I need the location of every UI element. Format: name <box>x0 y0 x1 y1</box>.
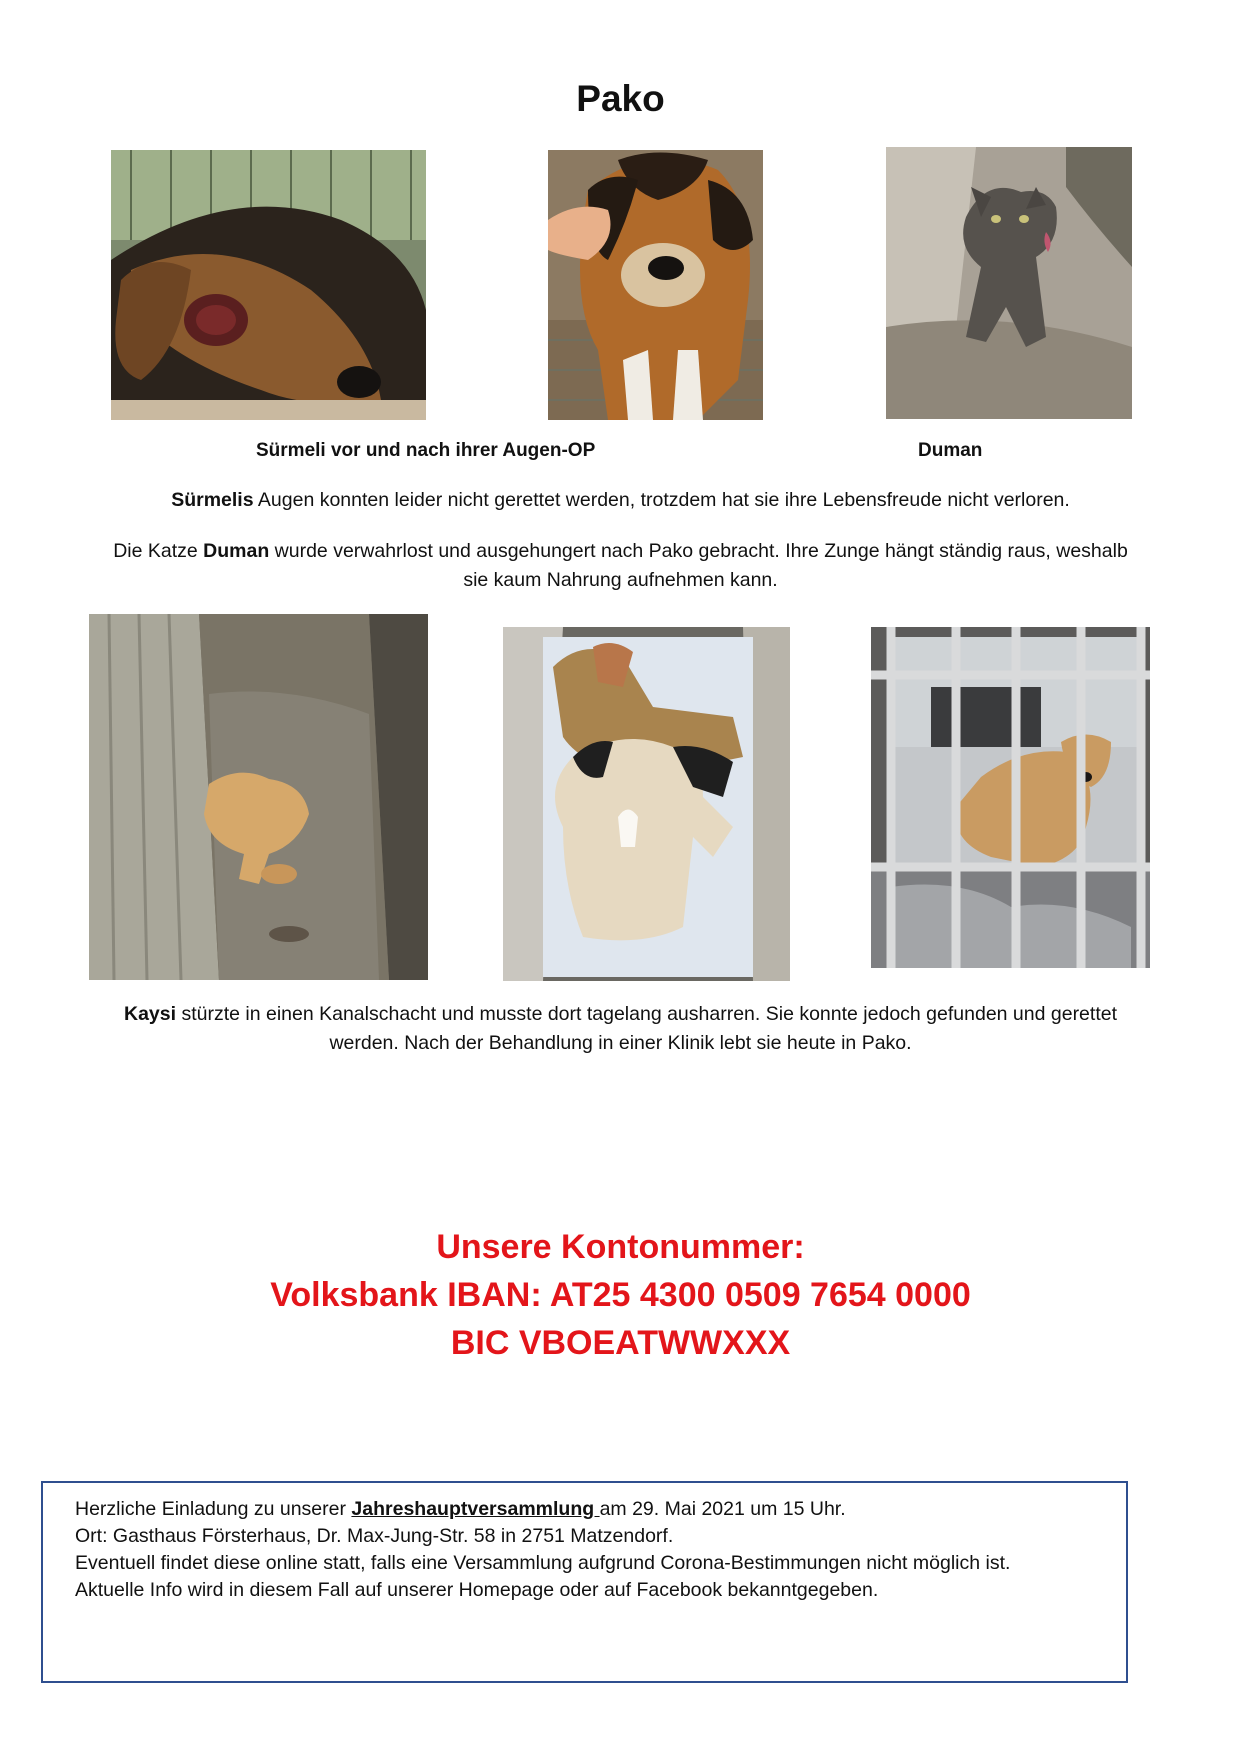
invitation-line-3: Eventuell findet diese online statt, falls eine Versammlung aufgrund Corona-Bestimmungen nicht möglich ist. <box>75 1552 1011 1574</box>
meeting-name: Jahreshauptversammlung <box>351 1498 600 1520</box>
grey-cat-photo <box>886 147 1132 419</box>
paragraph-duman-pre: Die Katze <box>113 540 204 562</box>
caption-surmeli: Sürmeli vor und nach ihrer Augen-OP <box>256 440 596 461</box>
paragraph-kaysi-rest: stürzte in einen Kanalschacht und musste dort tagelang ausharren. Sie konnte jedoch gefunden und gerettet <box>176 1003 1118 1025</box>
name-kaysi: Kaysi <box>123 1003 177 1025</box>
paragraph-duman-rest: wurde verwahrlost und ausgehungert nach Pako gebracht. Ihre Zunge hängt ständig raus, weshalb <box>269 540 1128 562</box>
invitation-line-2: Ort: Gasthaus Försterhaus, Dr. Max-Jung-Str. 58 in 2751 Matzendorf. <box>75 1525 674 1547</box>
name-duman: Duman <box>203 540 270 562</box>
bank-details <box>0 1223 1241 1367</box>
invitation-line-4: Aktuelle Info wird in diesem Fall auf unserer Homepage oder auf Facebook bekanntgegeben. <box>75 1579 879 1601</box>
dog-after-surgery-photo <box>548 150 763 420</box>
paragraph-surmeli-text: Augen konnten leider nicht gerettet werden, trotzdem hat sie ihre Lebensfreude nicht verloren. <box>253 489 1070 511</box>
invitation-pre: Herzliche Einladung zu unserer <box>75 1498 352 1520</box>
caption-duman: Duman <box>918 440 983 461</box>
invitation-text <box>75 1496 1010 1604</box>
bank-heading: Unsere Kontonummer: <box>436 1228 805 1266</box>
dog-on-stretcher-photo <box>503 627 790 981</box>
dog-in-canal-photo <box>89 614 428 980</box>
bank-iban: Volksbank IBAN: AT25 4300 0509 7654 0000 <box>270 1276 971 1314</box>
paragraph-duman-line2: sie kaum Nahrung aufnehmen kann. <box>463 569 778 591</box>
paragraph-kaysi <box>0 1000 1241 1058</box>
dog-in-transport-box-photo <box>871 627 1150 968</box>
dog-eye-injury-photo <box>111 150 426 420</box>
paragraph-surmeli <box>0 486 1241 515</box>
invitation-date: am 29. Mai 2021 um 15 Uhr. <box>599 1498 846 1520</box>
paragraph-kaysi-line2: werden. Nach der Behandlung in einer Klinik lebt sie heute in Pako. <box>329 1032 912 1054</box>
page-title: Pako <box>576 78 665 119</box>
name-surmeli: Sürmelis <box>171 489 254 511</box>
invitation-line-1 <box>75 1496 1010 1523</box>
bank-bic: BIC VBOEATWWXXX <box>450 1324 791 1362</box>
paragraph-duman <box>0 537 1241 595</box>
